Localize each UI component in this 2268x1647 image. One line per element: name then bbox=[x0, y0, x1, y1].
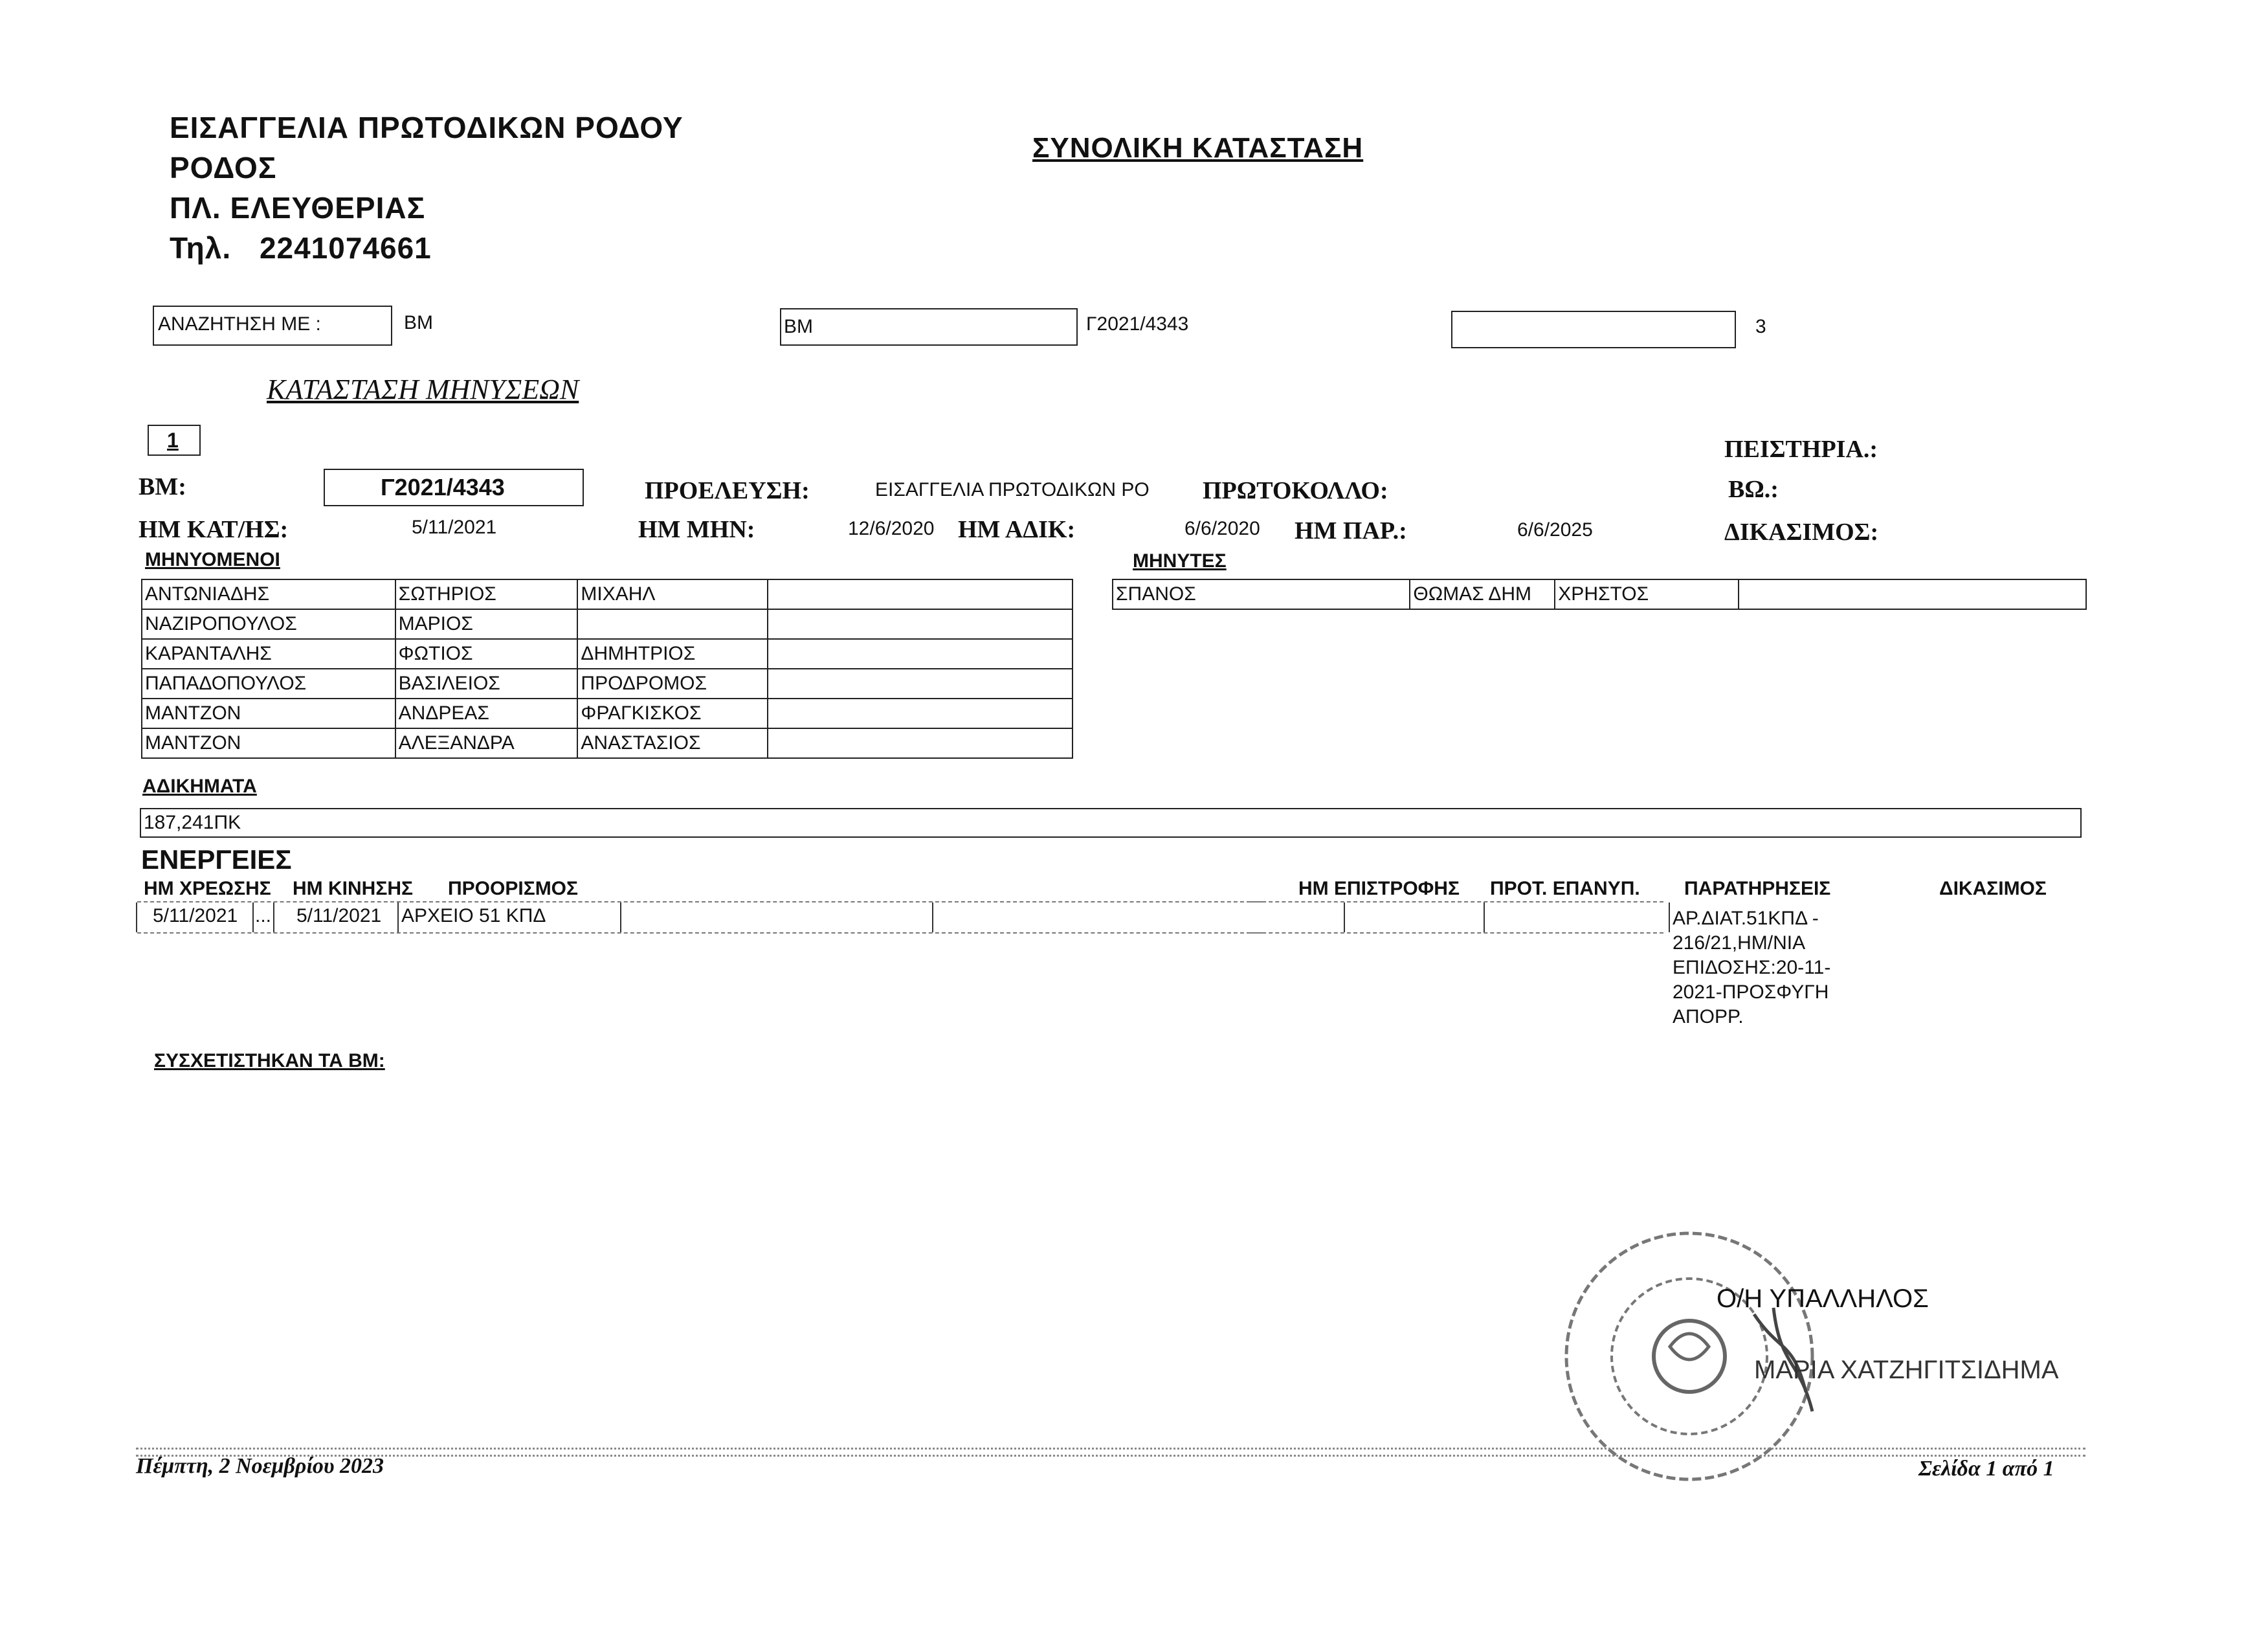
notes-line: ΑΡ.ΔΙΑΤ.51ΚΠΔ - bbox=[1673, 908, 1819, 929]
complainant-surname: ΣΠΑΝΟΣ bbox=[1113, 579, 1410, 609]
defendant-extra bbox=[768, 699, 1073, 728]
date-kat-value: 5/11/2021 bbox=[412, 517, 497, 538]
table-row bbox=[142, 579, 1073, 609]
defendant-firstname: ΣΩΤΗΡΙΟΣ bbox=[395, 579, 578, 609]
defendant-surname: ΠΑΠΑΔΟΠΟΥΛΟΣ bbox=[142, 669, 395, 699]
section-title: ΚΑΤΑΣΤΑΣΗ ΜΗΝΥΣΕΩΝ bbox=[267, 374, 579, 405]
col-move-date: ΗΜ ΚΙΝΗΣΗΣ bbox=[293, 878, 413, 899]
row-bottom-rule-right bbox=[1249, 932, 1663, 934]
search-count: 3 bbox=[1755, 316, 1766, 337]
protocol-label: ΠΡΩΤΟΚΟΛΛΟ: bbox=[1203, 477, 1388, 504]
offenses-value: 187,241ΠΚ bbox=[144, 812, 241, 833]
search-field-value: ΒΜ bbox=[784, 316, 813, 337]
cell-divider bbox=[136, 902, 137, 932]
col-destination: ΠΡΟΟΡΙΣΜΟΣ bbox=[448, 878, 579, 899]
defendant-surname: ΑΝΤΩΝΙΑΔΗΣ bbox=[142, 579, 395, 609]
clerk-name: ΜΑΡΙΑ ΧΑΤΖΗΓΙΤΣΙΔΗΜΑ bbox=[1754, 1356, 2059, 1384]
defendant-extra bbox=[768, 728, 1073, 758]
table-row bbox=[142, 639, 1073, 669]
table-row bbox=[142, 609, 1073, 639]
office-phone bbox=[170, 230, 432, 265]
col-deadline: ΠΡΟΤ. ΕΠΑΝΥΠ. bbox=[1490, 878, 1640, 899]
complainant-extra bbox=[1739, 579, 2086, 609]
search-by-value: ΒΜ bbox=[404, 312, 433, 333]
search-label: ΑΝΑΖΗΤΗΣΗ ΜΕ : bbox=[158, 313, 321, 335]
action-move-date: 5/11/2021 bbox=[296, 905, 382, 926]
cell-divider bbox=[273, 902, 274, 932]
origin-label: ΠΡΟΕΛΕΥΣΗ: bbox=[645, 477, 810, 504]
defendant-surname: ΜΑΝΤΖΟΝ bbox=[142, 699, 395, 728]
defendant-fathername: ΑΝΑΣΤΑΣΙΟΣ bbox=[577, 728, 768, 758]
page-title: ΣΥΝΟΛΙΚΗ ΚΑΤΑΣΤΑΣΗ bbox=[1032, 132, 1364, 164]
date-min-value: 12/6/2020 bbox=[848, 518, 935, 539]
defendant-fathername bbox=[577, 609, 768, 639]
notes-line: ΑΠΟΡΡ. bbox=[1673, 1006, 1744, 1027]
table-row bbox=[142, 699, 1073, 728]
offenses-box bbox=[140, 808, 2082, 838]
notes-line: 216/21,ΗΜ/ΝΙΑ bbox=[1673, 932, 1806, 954]
complainants-title: ΜΗΝΥΤΕΣ bbox=[1133, 550, 1227, 572]
phone-number: 2241074661 bbox=[259, 231, 432, 265]
defendant-firstname: ΑΛΕΞΑΝΔΡΑ bbox=[395, 728, 578, 758]
action-notes bbox=[1673, 906, 1830, 1029]
footer-date: Πέμπτη, 2 Νοεμβρίου 2023 bbox=[136, 1454, 384, 1478]
defendant-extra bbox=[768, 609, 1073, 639]
defendant-firstname: ΒΑΣΙΛΕΙΟΣ bbox=[395, 669, 578, 699]
defendants-table bbox=[141, 579, 1073, 759]
cell-divider bbox=[620, 902, 621, 932]
defendant-extra bbox=[768, 639, 1073, 669]
cell-divider bbox=[397, 902, 399, 932]
date-adik-value: 6/6/2020 bbox=[1184, 518, 1260, 539]
notes-line: 2021-ΠΡΟΣΦΥΓΗ bbox=[1673, 981, 1829, 1003]
office-city: ΡΟΔΟΣ bbox=[170, 151, 277, 185]
date-min-label: ΗΜ ΜΗΝ: bbox=[638, 516, 755, 543]
search-field[interactable] bbox=[780, 308, 1078, 346]
defendant-firstname: ΑΝΔΡΕΑΣ bbox=[395, 699, 578, 728]
table-row bbox=[142, 728, 1073, 758]
row-bottom-rule bbox=[137, 932, 1263, 934]
col-notes: ΠΑΡΑΤΗΡΗΣΕΙΣ bbox=[1684, 878, 1831, 899]
complainants-table bbox=[1112, 579, 2087, 610]
notes-line: ΕΠΙΔΟΣΗΣ:20-11- bbox=[1673, 957, 1831, 978]
search-empty-field[interactable] bbox=[1451, 311, 1736, 348]
defendant-fathername: ΜΙΧΑΗΛ bbox=[577, 579, 768, 609]
col-charge-date: ΗΜ ΧΡΕΩΣΗΣ bbox=[144, 878, 271, 899]
table-row bbox=[1113, 579, 2086, 609]
cell-divider bbox=[1669, 902, 1670, 932]
defendant-fathername: ΠΡΟΔΡΟΜΟΣ bbox=[577, 669, 768, 699]
record-index: 1 bbox=[167, 429, 179, 452]
bm-value-box bbox=[324, 469, 584, 506]
phone-label: Τηλ. bbox=[170, 231, 232, 265]
defendant-extra bbox=[768, 579, 1073, 609]
defendant-surname: ΜΑΝΤΖΟΝ bbox=[142, 728, 395, 758]
footer-page: Σελίδα 1 από 1 bbox=[1918, 1457, 2054, 1481]
cell-divider bbox=[932, 902, 933, 932]
cell-divider bbox=[1344, 902, 1345, 932]
record-index-box bbox=[148, 425, 201, 456]
related-label: ΣΥΣΧΕΤΙΣΤΗΚΑΝ ΤΑ ΒΜ: bbox=[154, 1050, 385, 1071]
footer-rule bbox=[136, 1448, 2085, 1457]
complainant-fathername: ΧΡΗΣΤΟΣ bbox=[1555, 579, 1739, 609]
defendant-surname: ΚΑΡΑΝΤΑΛΗΣ bbox=[142, 639, 395, 669]
defendant-extra bbox=[768, 669, 1073, 699]
defendant-fathername: ΦΡΑΓΚΙΣΚΟΣ bbox=[577, 699, 768, 728]
date-kat-label: ΗΜ ΚΑΤ/ΗΣ: bbox=[139, 516, 289, 543]
defendant-firstname: ΦΩΤΙΟΣ bbox=[395, 639, 578, 669]
action-charge-date: 5/11/2021 bbox=[153, 905, 238, 926]
row-top-rule bbox=[137, 901, 1263, 902]
actions-title: ΕΝΕΡΓΕΙΕΣ bbox=[141, 844, 292, 875]
pistiria-label: ΠΕΙΣΤΗΡΙΑ.: bbox=[1724, 436, 1878, 463]
search-mode-box bbox=[153, 306, 392, 346]
table-row bbox=[142, 669, 1073, 699]
vo-label: ΒΩ.: bbox=[1728, 476, 1779, 503]
complainant-firstname: ΘΩΜΑΣ ΔΗΜ bbox=[1410, 579, 1555, 609]
action-destination: ΑΡΧΕΙΟ 51 ΚΠΔ bbox=[401, 905, 546, 926]
dikasimos-label: ΔΙΚΑΣΙΜΟΣ: bbox=[1724, 519, 1879, 546]
cell-divider bbox=[252, 902, 254, 932]
office-street: ΠΛ. ΕΛΕΥΘΕΡΙΑΣ bbox=[170, 191, 426, 225]
origin-value: ΕΙΣΑΓΓΕΛΙΑ ΠΡΩΤΟΔΙΚΩΝ ΡΟ bbox=[875, 479, 1150, 500]
bm-value: Γ2021/4343 bbox=[381, 474, 505, 500]
date-adik-label: ΗΜ ΑΔΙΚ: bbox=[958, 516, 1076, 543]
offenses-title: ΑΔΙΚΗΜΑΤΑ bbox=[142, 776, 257, 797]
col-dikasimos: ΔΙΚΑΣΙΜΟΣ bbox=[1939, 878, 2047, 899]
bm-label: ΒΜ: bbox=[139, 473, 186, 500]
date-par-label: ΗΜ ΠΑΡ.: bbox=[1295, 517, 1407, 544]
defendant-fathername: ΔΗΜΗΤΡΙΟΣ bbox=[577, 639, 768, 669]
clerk-label: Ο/Η ΥΠΑΛΛΗΛΟΣ bbox=[1717, 1284, 1929, 1313]
date-par-value: 6/6/2025 bbox=[1517, 519, 1593, 541]
search-number: Γ2021/4343 bbox=[1086, 313, 1189, 335]
row-top-rule-right bbox=[1249, 901, 1663, 902]
defendant-surname: ΝΑΖΙΡΟΠΟΥΛΟΣ bbox=[142, 609, 395, 639]
defendant-firstname: ΜΑΡΙΟΣ bbox=[395, 609, 578, 639]
col-return-date: ΗΜ ΕΠΙΣΤΡΟΦΗΣ bbox=[1298, 878, 1460, 899]
office-name: ΕΙΣΑΓΓΕΛΙΑ ΠΡΩΤΟΔΙΚΩΝ ΡΟΔΟΥ bbox=[170, 111, 684, 144]
action-ellipsis: ... bbox=[255, 905, 272, 926]
cell-divider bbox=[1484, 902, 1485, 932]
defendants-title: ΜΗΝΥΟΜΕΝΟΙ bbox=[145, 549, 280, 570]
